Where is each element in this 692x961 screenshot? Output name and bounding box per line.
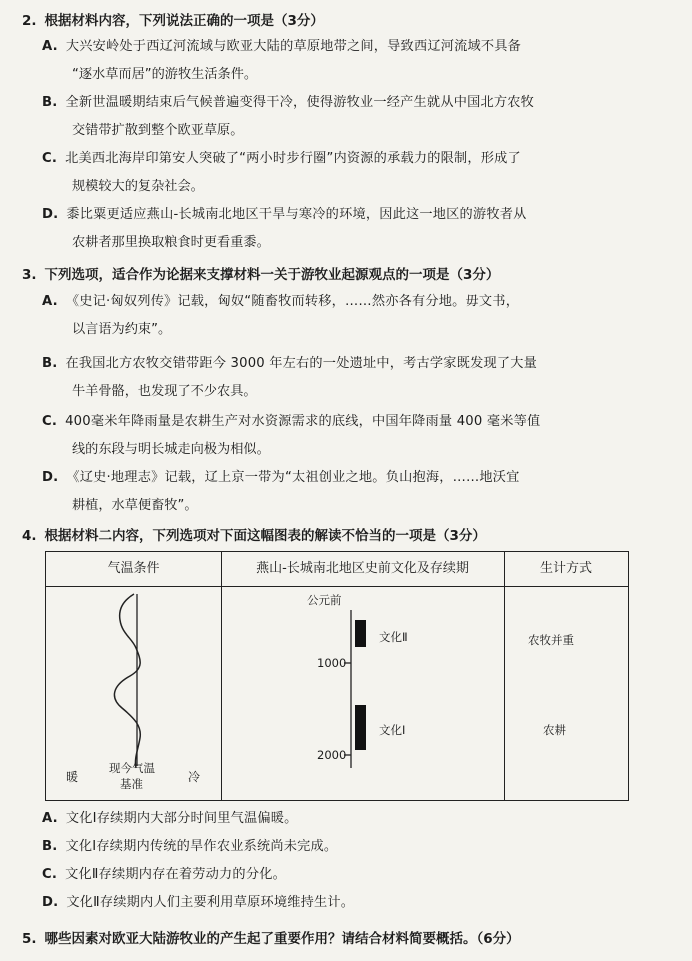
q2-option-d-cont: 农耕者那里换取粮食时更看重黍。 bbox=[72, 235, 270, 250]
q3-option-d: D. 《辽史·地理志》记载，辽上京一带为“太祖创业之地。负山抱海，……地沃宜 bbox=[42, 470, 520, 485]
baseline-label-2: 基准 bbox=[120, 777, 143, 791]
culture-1-bar bbox=[355, 705, 366, 750]
culture-2-label: 文化Ⅱ bbox=[379, 630, 408, 644]
question-3-stem: 3. 下列选项，适合作为论据来支撑材料一关于游牧业起源观点的一项是（3分） bbox=[22, 267, 500, 283]
tick-label-1000: 1000 bbox=[317, 656, 347, 670]
q2-option-b: B. 全新世温暖期结束后气候普遍变得干冷，使得游牧业一经产生就从中国北方农牧 bbox=[42, 95, 535, 110]
q2-option-a-cont: “逐水草而居”的游牧生活条件。 bbox=[72, 67, 258, 82]
axis-top-label: 公元前 bbox=[307, 593, 342, 607]
q4-option-d: D. 文化Ⅱ存续期内人们主要利用草原环境维持生计。 bbox=[42, 895, 355, 910]
header-culture: 燕山-长城南北地区史前文化及存续期 bbox=[256, 561, 469, 576]
tick-label-2000: 2000 bbox=[317, 748, 347, 762]
timeline-svg bbox=[221, 586, 504, 800]
header-temperature: 气温条件 bbox=[107, 561, 160, 576]
q2-option-c-cont: 规模较大的复杂社会。 bbox=[72, 179, 204, 194]
question-2-stem: 2. 根据材料内容，下列说法正确的一项是（3分） bbox=[22, 13, 324, 29]
q3-option-a: A. 《史记·匈奴列传》记载，匈奴“随畜牧而转移，……然亦各有分地。毋文书， bbox=[42, 294, 520, 309]
question-5-stem: 5. 哪些因素对欧亚大陆游牧业的产生起了重要作用？请结合材料简要概括。（6分） bbox=[22, 931, 520, 947]
mode-farming: 农耕 bbox=[543, 723, 566, 737]
q3-option-c: C. 400毫米年降雨量是农耕生产对水资源需求的底线，中国年降雨量 400 毫米等值 bbox=[42, 414, 541, 429]
q2-option-c: C. 北美西北海岸印第安人突破了“两小时步行圈”内资源的承载力的限制，形成了 bbox=[42, 151, 521, 166]
q2-option-d: D. 黍比粟更适应燕山-长城南北地区干旱与寒冷的环境，因此这一地区的游牧者从 bbox=[42, 207, 527, 222]
question-4-stem: 4. 根据材料二内容，下列选项对下面这幅图表的解读不恰当的一项是（3分） bbox=[22, 528, 486, 544]
culture-1-label: 文化Ⅰ bbox=[379, 723, 406, 737]
q3-option-b-cont: 牛羊骨骼，也发现了不少农具。 bbox=[72, 384, 257, 399]
q3-option-a-cont: 以言语为约束”。 bbox=[72, 322, 172, 337]
q3-option-d-cont: 耕植，水草便畜牧”。 bbox=[72, 498, 198, 513]
q4-option-b: B. 文化Ⅰ存续期内传统的旱作农业系统尚未完成。 bbox=[42, 839, 338, 854]
header-livelihood: 生计方式 bbox=[539, 561, 592, 576]
warm-label: 暖 bbox=[66, 770, 79, 784]
cold-label: 冷 bbox=[188, 770, 201, 784]
q4-option-a: A. 文化Ⅰ存续期内大部分时间里气温偏暖。 bbox=[42, 811, 298, 826]
culture-2-bar bbox=[355, 620, 366, 647]
chart-table bbox=[45, 551, 629, 801]
column-divider-2 bbox=[504, 552, 505, 800]
q4-option-c: C. 文化Ⅱ存续期内存在着劳动力的分化。 bbox=[42, 867, 286, 882]
q3-option-b: B. 在我国北方农牧交错带距今 3000 年左右的一处遗址中，考古学家既发现了大量 bbox=[42, 356, 538, 371]
q2-option-b-cont: 交错带扩散到整个欧亚草原。 bbox=[72, 123, 244, 138]
q2-option-a: A. 大兴安岭处于西辽河流域与欧亚大陆的草原地带之间，导致西辽河流域不具备 bbox=[42, 39, 522, 54]
q3-option-c-cont: 线的东段与明长城走向极为相似。 bbox=[72, 442, 270, 457]
mode-agro-pastoral: 农牧并重 bbox=[528, 633, 574, 647]
baseline-label-1: 现今气温 bbox=[109, 761, 155, 775]
